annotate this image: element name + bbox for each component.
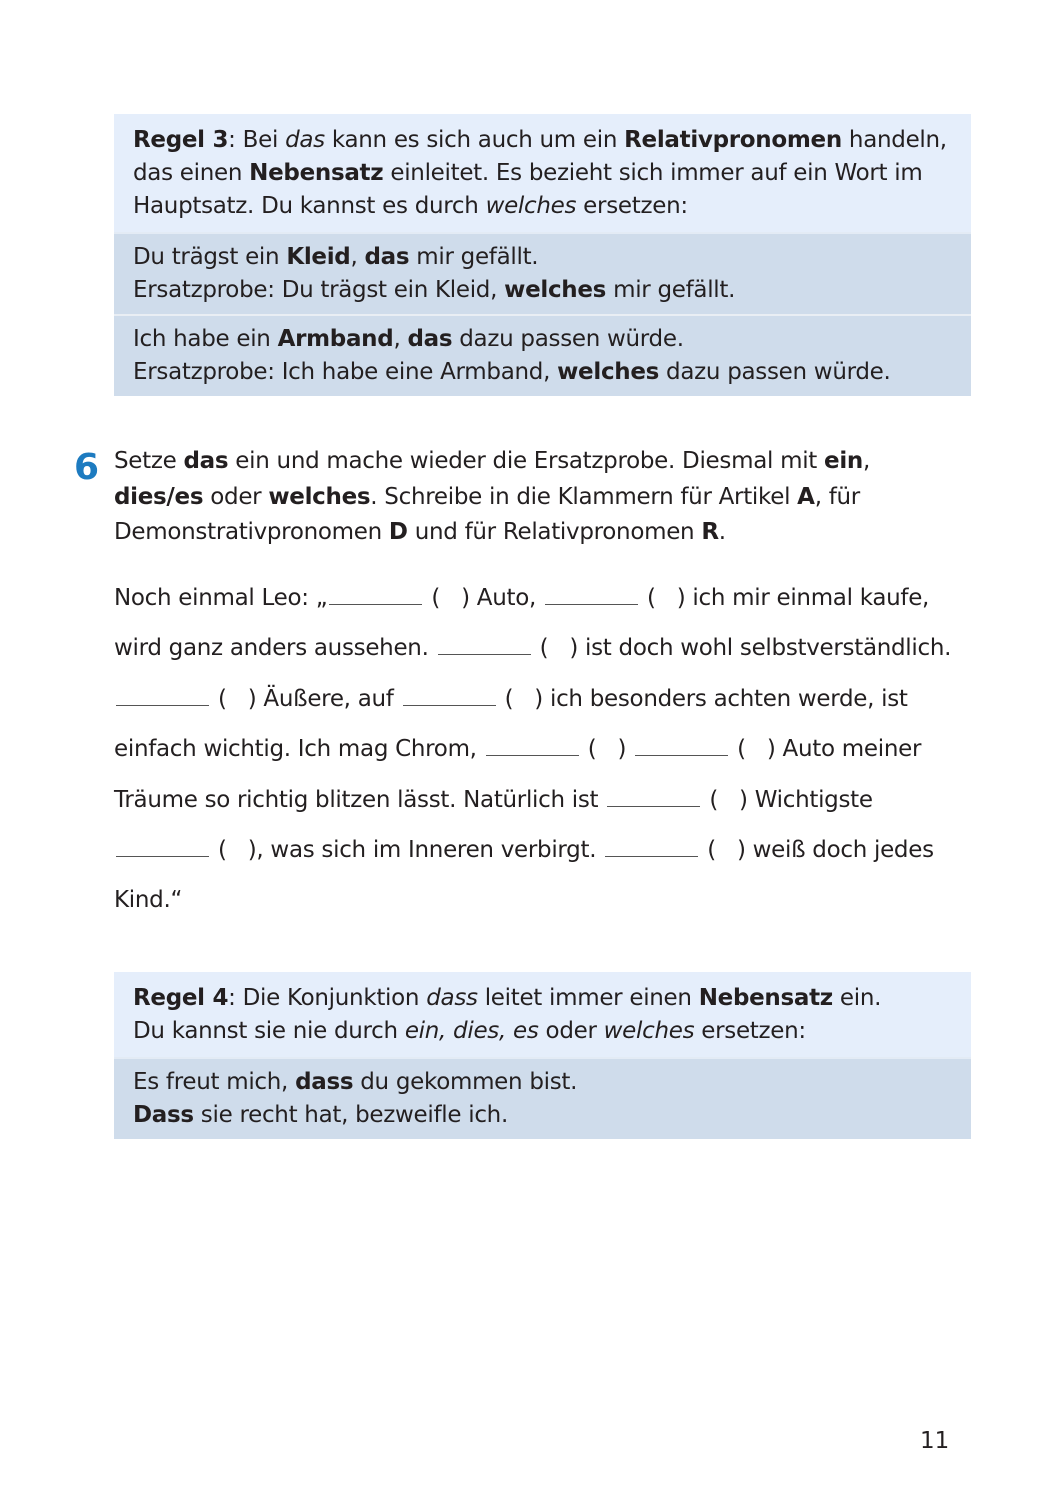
category-bracket[interactable]: ( ) (707, 836, 746, 863)
blank-input[interactable] (403, 683, 496, 706)
blank-input[interactable] (545, 582, 638, 605)
category-bracket[interactable]: ( ) (431, 585, 470, 611)
category-bracket[interactable]: ( ) (539, 635, 579, 662)
blank-input[interactable] (116, 683, 209, 706)
exercise-line-5: Träume so richtig blitzen lässt. Natürlich ist ( ) Wichtigste (114, 780, 994, 830)
blank-input[interactable] (607, 784, 700, 807)
rule-4-label: Regel 4 (133, 985, 229, 1011)
exercise-line-4: einfach wichtig. Ich mag Chrom, ( ) ( ) Auto meiner (114, 729, 994, 779)
page-number: 11 (920, 1428, 950, 1454)
category-bracket[interactable]: ( ) (587, 736, 627, 763)
rule-3-example-1: Du trägst ein Kleid, das mir gefällt. Ersatzprobe: Du trägst ein Kleid, welches mir gefällt. (114, 232, 971, 314)
exercise-line-6: ( ), was sich im Inneren verbirgt. ( ) weiß doch jedes (114, 830, 994, 880)
blank-input[interactable] (329, 582, 422, 605)
rule-3-box (114, 114, 971, 396)
category-bracket[interactable]: ( ) (218, 685, 257, 712)
task-instructions: Setze das ein und mache wieder die Ersatzprobe. Diesmal mit ein, dies/es oder welches. Schreibe in die Klammern für Artikel A, für Demonstrativpronomen D und für Relativpronomen R. (114, 448, 870, 545)
rule-4-example: Es freut mich, dass du gekommen bist. Dass sie recht hat, bezweifle ich. (114, 1057, 971, 1139)
category-bracket[interactable]: ( ) (709, 786, 748, 813)
rule-3-example-2: Ich habe ein Armband, das dazu passen würde. Ersatzprobe: Ich habe eine Armband, welches dazu passen würde. (114, 314, 971, 396)
blank-input[interactable] (438, 632, 531, 655)
fill-in-exercise (114, 578, 994, 931)
exercise-line-2: wird ganz anders aussehen. ( ) ist doch wohl selbstverständlich. (114, 628, 994, 678)
rule-3-label: Regel 3 (133, 127, 229, 153)
exercise-line-3: ( ) Äußere, auf ( ) ich besonders achten werde, ist (114, 679, 994, 729)
blank-input[interactable] (605, 834, 698, 857)
blank-input[interactable] (116, 834, 209, 857)
rule-3-definition: Regel 3: Bei das kann es sich auch um ein Relativpronomen handeln, das einen Nebensatz einleitet. Es bezieht sich immer auf ein Wort im Hauptsatz. Du kannst es durch welches ersetzen: (114, 114, 971, 232)
task-number: 6 (74, 447, 100, 488)
category-bracket[interactable]: ( ) (218, 836, 257, 863)
category-bracket[interactable]: ( ) (737, 736, 776, 763)
rule-4-definition: Regel 4: Die Konjunktion dass leitet immer einen Nebensatz ein. Du kannst sie nie durch ein, dies, es oder welches ersetzen: (114, 972, 971, 1057)
blank-input[interactable] (486, 733, 579, 756)
category-bracket[interactable]: ( ) (647, 585, 686, 611)
category-bracket[interactable]: ( ) (504, 685, 543, 712)
exercise-line-7: Kind.“ (114, 887, 183, 914)
blank-input[interactable] (635, 733, 728, 756)
exercise-line-1: Noch einmal Leo: „ ( ) Auto, ( ) ich mir einmal kaufe, (114, 578, 994, 628)
rule-4-box (114, 972, 971, 1139)
